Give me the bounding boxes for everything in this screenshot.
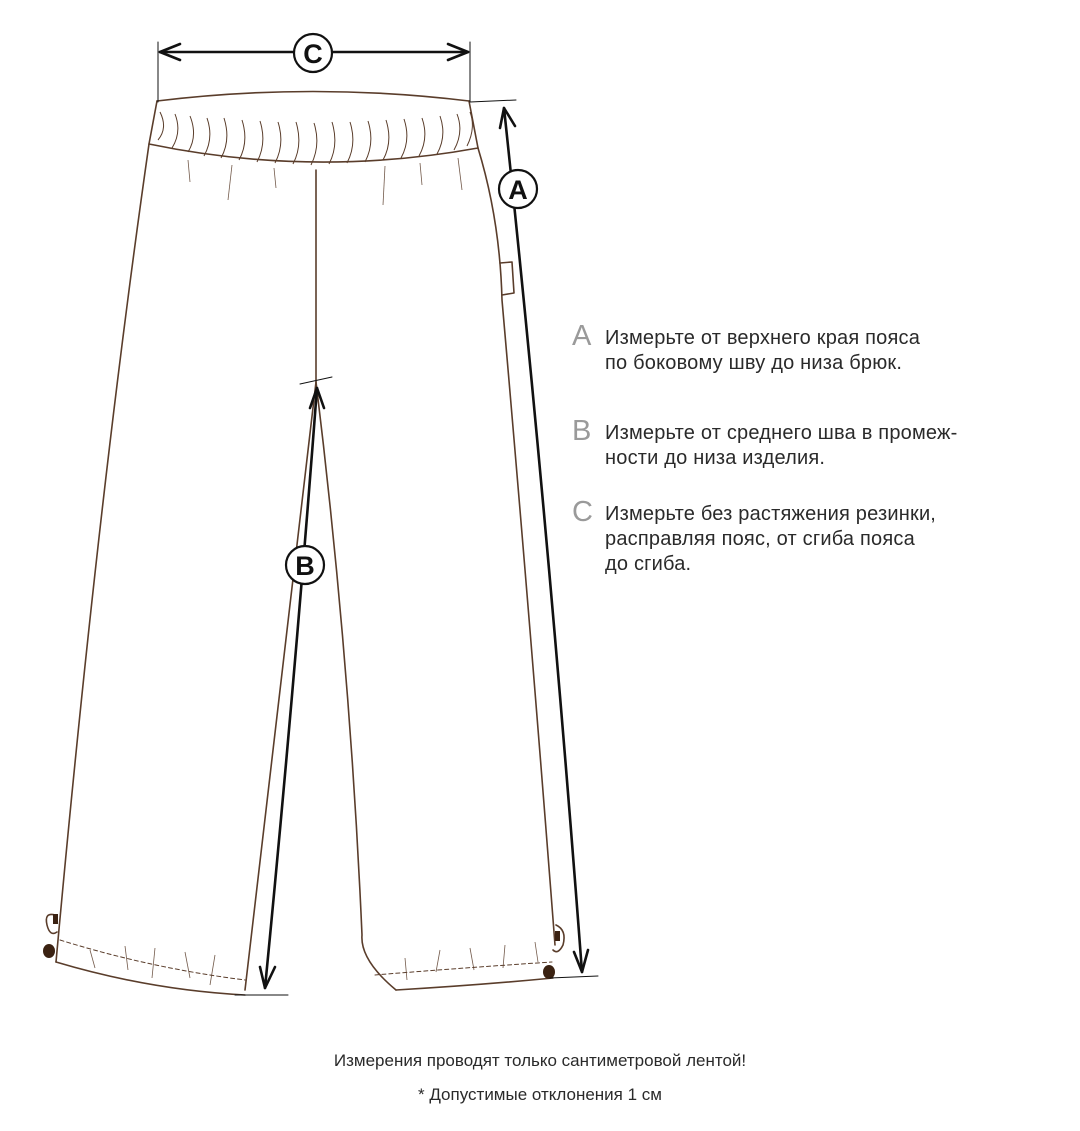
left-cord-clip: [53, 914, 58, 924]
marker-c: [294, 34, 332, 72]
marker-c-label: C: [303, 39, 323, 69]
marker-b-label: B: [295, 551, 315, 581]
measure-a-arrowhead-top: [500, 108, 515, 128]
legend-a-line-1: Измерьте от верхнего края пояса: [605, 327, 921, 349]
right-inner-seam: [316, 382, 396, 990]
legend-c-line-1: Измерьте без растяжения резинки,: [605, 503, 937, 525]
legend-letter-c: C: [572, 496, 593, 528]
measure-a-tick-top: [470, 100, 516, 102]
legend-text-a: [605, 326, 1065, 376]
legend-letter-b: B: [572, 415, 592, 447]
measure-b-arrow: [265, 388, 317, 988]
legend-b-line-2: ности до низа изделия.: [605, 447, 826, 469]
right-outer-seam: [478, 148, 555, 945]
right-cord-stopper: [543, 965, 555, 979]
marker-a-label: A: [508, 175, 528, 205]
measure-a-tick-bottom: [550, 976, 598, 978]
left-outer-seam: [56, 144, 149, 962]
tolerance-note: * Допустимые отклонения 1 см: [418, 1085, 662, 1104]
legend-text-b: [605, 421, 1065, 471]
marker-a: [499, 170, 537, 208]
legend-c-line-3: до сгиба.: [605, 553, 692, 575]
waistband-outline: [149, 101, 478, 162]
marker-b: [286, 546, 324, 584]
legend-c-line-2: расправляя пояс, от сгиба пояса: [605, 528, 915, 550]
right-hem-stitch: [375, 962, 552, 975]
right-cord-clip: [555, 931, 560, 941]
cord-stoppers: [43, 914, 560, 979]
measurement-note: Измерения проводят только сантиметровой лентой!: [333, 1051, 747, 1070]
legend-text-c: [605, 502, 1065, 577]
left-hem: [56, 962, 245, 995]
waistband-top-edge: [157, 92, 469, 102]
measure-a-arrow: [504, 108, 582, 972]
legend-b-line-1: Измерьте от среднего шва в промеж-: [605, 422, 958, 444]
legend-a-line-2: по боковому шву до низа брюк.: [605, 352, 903, 374]
left-inner-seam: [245, 382, 316, 990]
waistband-gathers: [158, 112, 472, 165]
left-cord-stopper: [43, 944, 55, 958]
right-hem: [396, 978, 553, 990]
legend-letter-a: A: [572, 320, 592, 352]
